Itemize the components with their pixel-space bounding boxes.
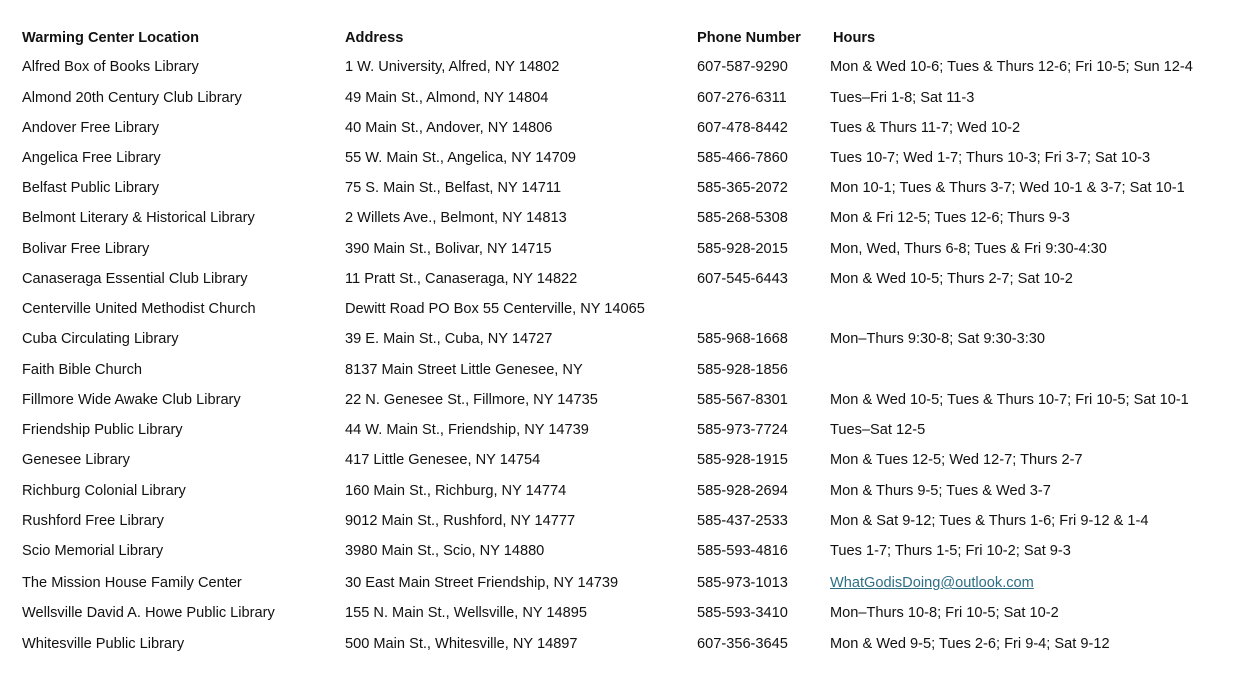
address-cell: Dewitt Road PO Box 55 Centerville, NY 14065 — [345, 301, 645, 317]
location-cell: The Mission House Family Center — [22, 575, 242, 591]
address-cell: 39 E. Main St., Cuba, NY 14727 — [345, 331, 553, 347]
hours-cell: Mon–Thurs 10-8; Fri 10-5; Sat 10-2 — [830, 605, 1059, 621]
location-cell: Rushford Free Library — [22, 513, 164, 529]
location-cell: Belmont Literary & Historical Library — [22, 210, 255, 226]
address-cell: 55 W. Main St., Angelica, NY 14709 — [345, 150, 576, 166]
table-row — [0, 632, 1236, 656]
table-row — [0, 237, 1236, 261]
location-cell: Scio Memorial Library — [22, 543, 164, 559]
phone-cell: 585-968-1668 — [697, 331, 788, 347]
hours-cell: Mon 10-1; Tues & Thurs 3-7; Wed 10-1 & 3-7; Sat 10-1 — [830, 180, 1185, 196]
table-row — [0, 86, 1236, 110]
table-row — [0, 206, 1236, 230]
table-row — [0, 601, 1236, 625]
address-cell: 44 W. Main St., Friendship, NY 14739 — [345, 422, 589, 438]
table-row — [0, 116, 1236, 140]
address-cell: 40 Main St., Andover, NY 14806 — [345, 120, 553, 136]
hours-cell: Mon & Wed 10-5; Tues & Thurs 10-7; Fri 10-5; Sat 10-1 — [830, 392, 1189, 408]
phone-cell: 585-593-4816 — [697, 543, 788, 559]
hours-cell: Tues–Fri 1-8; Sat 11-3 — [830, 90, 975, 106]
address-cell: 155 N. Main St., Wellsville, NY 14895 — [345, 605, 587, 621]
table-row — [0, 146, 1236, 170]
table-row — [0, 327, 1236, 351]
location-cell: Wellsville David A. Howe Public Library — [22, 605, 275, 621]
table-row — [0, 55, 1236, 79]
location-cell: Friendship Public Library — [22, 422, 183, 438]
hours-cell: Tues & Thurs 11-7; Wed 10-2 — [830, 120, 1021, 136]
table-row — [0, 176, 1236, 200]
email-link-text: WhatGodisDoing@outlook.com — [830, 575, 1034, 591]
address-cell: 22 N. Genesee St., Fillmore, NY 14735 — [345, 392, 598, 408]
hours-cell: Mon & Sat 9-12; Tues & Thurs 1-6; Fri 9-12 & 1-4 — [830, 513, 1149, 529]
hours-cell — [830, 571, 1044, 595]
hours-cell: Tues 1-7; Thurs 1-5; Fri 10-2; Sat 9-3 — [830, 543, 1071, 559]
address-cell: 500 Main St., Whitesville, NY 14897 — [345, 636, 578, 652]
table-row — [0, 571, 1236, 595]
phone-cell: 607-276-6311 — [697, 90, 787, 106]
column-header-hours: Hours — [833, 30, 876, 46]
table-header-row — [0, 26, 1236, 50]
address-cell: 49 Main St., Almond, NY 14804 — [345, 90, 549, 106]
location-cell: Bolivar Free Library — [22, 241, 150, 257]
address-cell: 75 S. Main St., Belfast, NY 14711 — [345, 180, 562, 196]
location-cell: Angelica Free Library — [22, 150, 161, 166]
hours-cell: Mon, Wed, Thurs 6-8; Tues & Fri 9:30-4:30 — [830, 241, 1107, 257]
phone-cell: 585-928-1856 — [697, 362, 788, 378]
location-cell: Canaseraga Essential Club Library — [22, 271, 248, 287]
phone-cell: 607-356-3645 — [697, 636, 788, 652]
hours-cell: Mon & Tues 12-5; Wed 12-7; Thurs 2-7 — [830, 452, 1083, 468]
phone-cell: 585-466-7860 — [697, 150, 788, 166]
address-cell: 8137 Main Street Little Genesee, NY — [345, 362, 583, 378]
phone-cell: 585-437-2533 — [697, 513, 788, 529]
address-cell: 3980 Main St., Scio, NY 14880 — [345, 543, 545, 559]
address-cell: 1 W. University, Alfred, NY 14802 — [345, 59, 560, 75]
table-row — [0, 448, 1236, 472]
location-cell: Alfred Box of Books Library — [22, 59, 199, 75]
location-cell: Andover Free Library — [22, 120, 160, 136]
address-cell: 160 Main St., Richburg, NY 14774 — [345, 483, 567, 499]
location-cell: Faith Bible Church — [22, 362, 143, 378]
table-row — [0, 267, 1236, 291]
table-row — [0, 539, 1236, 563]
address-cell: 390 Main St., Bolivar, NY 14715 — [345, 241, 552, 257]
table-row — [0, 388, 1236, 412]
table-row — [0, 479, 1236, 503]
phone-cell: 585-928-1915 — [697, 452, 788, 468]
table-row — [0, 509, 1236, 533]
hours-cell: Tues–Sat 12-5 — [830, 422, 926, 438]
address-cell: 417 Little Genesee, NY 14754 — [345, 452, 541, 468]
hours-cell: Mon & Wed 9-5; Tues 2-6; Fri 9-4; Sat 9-12 — [830, 636, 1110, 652]
location-cell: Centerville United Methodist Church — [22, 301, 256, 317]
location-cell: Whitesville Public Library — [22, 636, 185, 652]
table-row — [0, 418, 1236, 442]
hours-cell: Mon & Thurs 9-5; Tues & Wed 3-7 — [830, 483, 1051, 499]
location-cell: Richburg Colonial Library — [22, 483, 186, 499]
address-cell: 2 Willets Ave., Belmont, NY 14813 — [345, 210, 567, 226]
phone-cell: 585-365-2072 — [697, 180, 788, 196]
hours-cell: Mon & Wed 10-5; Thurs 2-7; Sat 10-2 — [830, 271, 1073, 287]
phone-cell: 585-593-3410 — [697, 605, 788, 621]
phone-cell: 585-928-2694 — [697, 483, 788, 499]
hours-cell: Tues 10-7; Wed 1-7; Thurs 10-3; Fri 3-7; Sat 10-3 — [830, 150, 1151, 166]
address-cell: 11 Pratt St., Canaseraga, NY 14822 — [345, 271, 578, 287]
phone-cell: 585-973-1013 — [697, 575, 788, 591]
hours-cell: Mon & Wed 10-6; Tues & Thurs 12-6; Fri 10-5; Sun 12-4 — [830, 59, 1193, 75]
location-cell: Belfast Public Library — [22, 180, 160, 196]
hours-cell: Mon–Thurs 9:30-8; Sat 9:30-3:30 — [830, 331, 1045, 347]
hours-cell: Mon & Fri 12-5; Tues 12-6; Thurs 9-3 — [830, 210, 1070, 226]
column-header-location: Warming Center Location — [22, 30, 200, 46]
column-header-address: Address — [345, 30, 404, 46]
location-cell: Cuba Circulating Library — [22, 331, 179, 347]
phone-cell: 585-973-7724 — [697, 422, 788, 438]
phone-cell: 607-545-6443 — [697, 271, 788, 287]
location-cell: Genesee Library — [22, 452, 130, 468]
table-row — [0, 297, 1236, 321]
table-row — [0, 358, 1236, 382]
address-cell: 9012 Main St., Rushford, NY 14777 — [345, 513, 576, 529]
location-cell: Almond 20th Century Club Library — [22, 90, 242, 106]
phone-cell: 607-478-8442 — [697, 120, 788, 136]
location-cell: Fillmore Wide Awake Club Library — [22, 392, 241, 408]
phone-cell: 607-587-9290 — [697, 59, 788, 75]
address-cell: 30 East Main Street Friendship, NY 14739 — [345, 575, 619, 591]
column-header-phone: Phone Number — [697, 30, 801, 46]
phone-cell: 585-268-5308 — [697, 210, 788, 226]
phone-cell: 585-567-8301 — [697, 392, 788, 408]
email-link[interactable] — [830, 575, 1044, 591]
phone-cell: 585-928-2015 — [697, 241, 788, 257]
